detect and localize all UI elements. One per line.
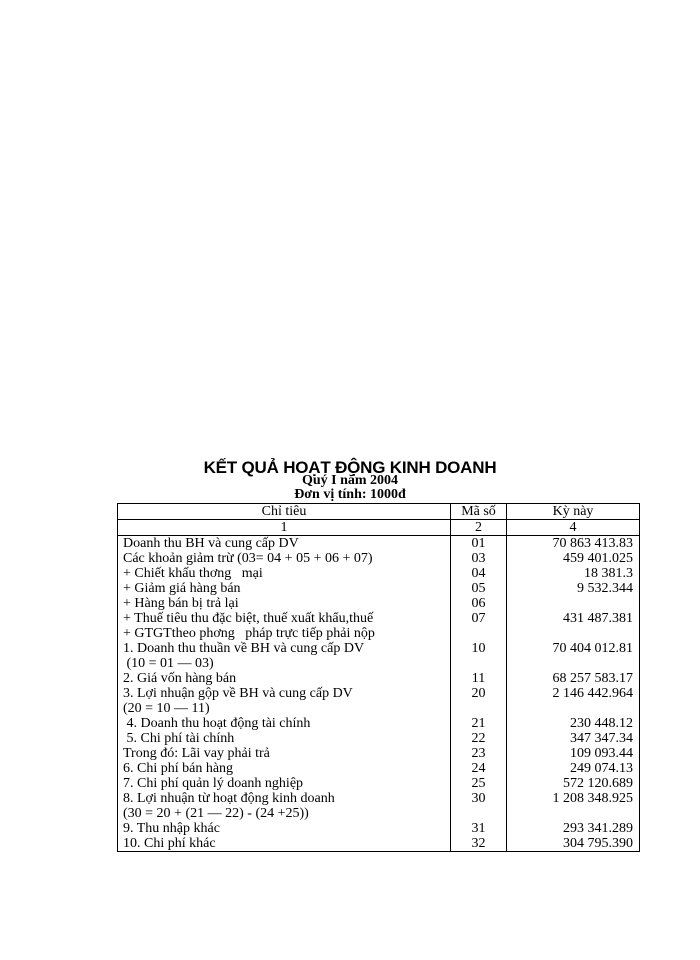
- column-header-indicator: Chỉ tiêu: [118, 504, 451, 520]
- row-label: 2. Giá vốn hàng bán: [118, 671, 451, 686]
- column-number: 1: [118, 520, 451, 536]
- row-code: 25: [451, 776, 507, 791]
- row-code: 10: [451, 641, 507, 671]
- row-value: 9 532.344: [507, 581, 640, 596]
- row-label: 3. Lợi nhuận gộp về BH và cung cấp DV: [123, 686, 353, 701]
- row-label-continued: + GTGTtheo phơng pháp trực tiếp phải nộp: [123, 626, 375, 641]
- row-label: + Chiết khấu thơng mại: [118, 566, 451, 581]
- row-label-continued: (10 = 01 — 03): [123, 656, 214, 671]
- table-row: [118, 821, 640, 836]
- row-code: 06: [451, 596, 507, 611]
- row-label-multiline: [118, 611, 451, 641]
- row-label: + Giảm giá hàng bán: [118, 581, 451, 596]
- table-row: [118, 716, 640, 731]
- table-row: [118, 671, 640, 686]
- row-label: 5. Chi phí tài chính: [118, 731, 451, 746]
- row-value: 68 257 583.17: [507, 671, 640, 686]
- row-value: 347 347.34: [507, 731, 640, 746]
- row-label: Các khoản giảm trừ (03= 04 + 05 + 06 + 07): [118, 551, 451, 566]
- report-period: Quý I năm 2004: [301, 473, 399, 488]
- row-code: 22: [451, 731, 507, 746]
- row-value: 293 341.289: [507, 821, 640, 836]
- row-value: 572 120.689: [507, 776, 640, 791]
- row-value: 459 401.025: [507, 551, 640, 566]
- row-value: 249 074.13: [507, 761, 640, 776]
- row-label: 1. Doanh thu thuần về BH và cung cấp DV: [123, 641, 365, 656]
- row-value: 431 487.381: [507, 611, 640, 641]
- row-label-continued: (30 = 20 + (21 — 22) - (24 +25)): [123, 806, 309, 821]
- table-row: [118, 641, 640, 671]
- table-row: [118, 776, 640, 791]
- column-header-code: Mã số: [451, 504, 507, 520]
- table-row: [118, 581, 640, 596]
- report-unit: Đơn vị tính: 1000đ: [294, 487, 406, 502]
- row-value: 304 795.390: [507, 836, 640, 852]
- table-row: [118, 536, 640, 552]
- row-code: 07: [451, 611, 507, 641]
- table-row: [118, 761, 640, 776]
- table-row: [118, 596, 640, 611]
- income-statement-table: [117, 503, 640, 852]
- row-value: 70 404 012.81: [507, 641, 640, 671]
- row-code: 20: [451, 686, 507, 716]
- row-label: 10. Chi phí khác: [118, 836, 451, 852]
- column-number: 4: [507, 520, 640, 536]
- row-label-multiline: [118, 791, 451, 821]
- table-row: [118, 686, 640, 716]
- column-number: 2: [451, 520, 507, 536]
- row-code: 21: [451, 716, 507, 731]
- row-code: 04: [451, 566, 507, 581]
- column-number-row: [118, 520, 640, 536]
- row-code: 01: [451, 536, 507, 552]
- row-code: 30: [451, 791, 507, 821]
- row-value: 109 093.44: [507, 746, 640, 761]
- row-label-multiline: [118, 641, 451, 671]
- column-header-period: Kỳ này: [507, 504, 640, 520]
- table-row: [118, 611, 640, 641]
- row-label: + Hàng bán bị trả lại: [118, 596, 451, 611]
- table-header-row: [118, 504, 640, 520]
- row-code: 31: [451, 821, 507, 836]
- row-label: + Thuế tiêu thu đặc biệt, thuế xuất khẩu,thuế: [123, 611, 374, 626]
- row-code: 23: [451, 746, 507, 761]
- row-label: Doanh thu BH và cung cấp DV: [118, 536, 451, 552]
- row-label: 7. Chi phí quản lý doanh nghiệp: [118, 776, 451, 791]
- row-label: Trong đó: Lãi vay phải trả: [118, 746, 451, 761]
- table-row: [118, 746, 640, 761]
- row-value: 1 208 348.925: [507, 791, 640, 821]
- row-code: 24: [451, 761, 507, 776]
- row-label: 6. Chi phí bán hàng: [118, 761, 451, 776]
- row-value: [507, 596, 640, 611]
- row-value: 2 146 442.964: [507, 686, 640, 716]
- row-code: 03: [451, 551, 507, 566]
- row-value: 230 448.12: [507, 716, 640, 731]
- row-label: 8. Lợi nhuận từ hoạt động kinh doanh: [123, 791, 335, 806]
- row-label-continued: (20 = 10 — 11): [123, 701, 210, 716]
- table-row: [118, 731, 640, 746]
- row-label: 4. Doanh thu hoạt động tài chính: [118, 716, 451, 731]
- row-code: 32: [451, 836, 507, 852]
- table-row: [118, 551, 640, 566]
- table-row: [118, 566, 640, 581]
- report-title: KẾT QUẢ HOẠT ĐỘNG KINH DOANH: [203, 458, 497, 477]
- row-label: 9. Thu nhập khác: [118, 821, 451, 836]
- row-value: 70 863 413.83: [507, 536, 640, 552]
- row-label-multiline: [118, 686, 451, 716]
- table-row: [118, 836, 640, 852]
- row-code: 11: [451, 671, 507, 686]
- table-row: [118, 791, 640, 821]
- row-code: 05: [451, 581, 507, 596]
- row-value: 18 381.3: [507, 566, 640, 581]
